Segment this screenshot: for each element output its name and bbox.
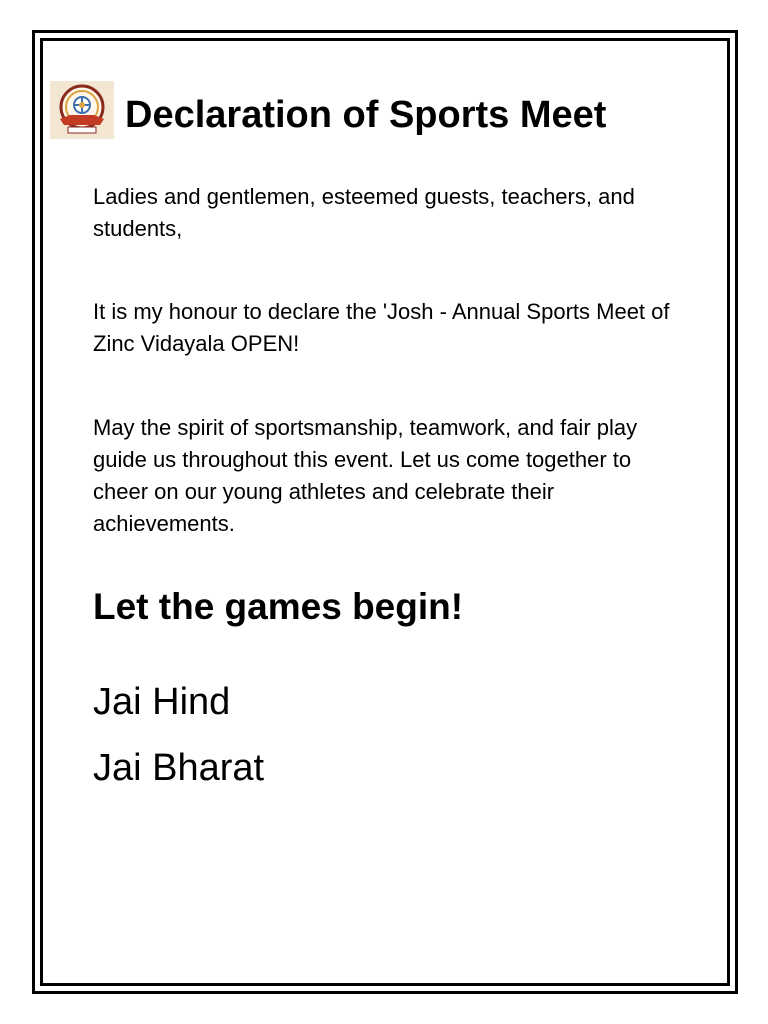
page-title: Declaration of Sports Meet: [125, 94, 607, 136]
closing-heading: Let the games begin!: [93, 586, 464, 627]
declaration-paragraph: It is my honour to declare the 'Josh - Annual Sports Meet of Zinc Vidayala OPEN!: [93, 299, 670, 356]
greeting-paragraph: Ladies and gentlemen, esteemed guests, teachers, and students,: [93, 184, 635, 241]
spirit-paragraph: May the spirit of sportsmanship, teamwork, and fair play guide us throughout this event. Let us come together to cheer on our young athletes and celebrate their achievements.: [93, 415, 638, 536]
school-emblem-icon: [50, 81, 114, 139]
sign-off-line: Jai Bharat: [93, 747, 265, 789]
sign-off-line: Jai Hind: [93, 681, 231, 723]
